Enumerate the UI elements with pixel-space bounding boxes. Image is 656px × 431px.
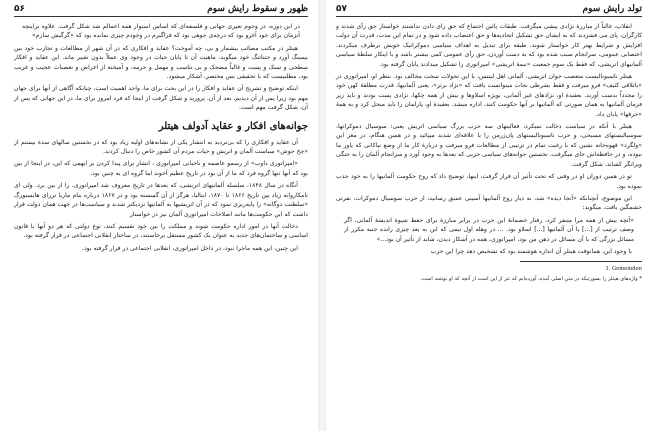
footnote-divider bbox=[520, 261, 642, 262]
left-paragraph-2: هیتلر در مکتب مصائب بیشمار و بی، چه آموخت؟ عقاید و افکاری که در آن شهر از مطالعات و تجارب خود بین بیمینگ آورد و جنتاتنگ خود میگوید، ماهیت آن تا پایان حیات در وجود وی عملاً بدون تغییر ماند. این عقاید و افکار سطحی و سبک و پست و غالباً مضحک و بی تناسب و مهمل و جرمه، و آمیخته از اغراض و تعصبات عجیب و غریب بود، مطلبیست که با تحقیقی بس مختصر، آشکار میشود. bbox=[14, 44, 308, 81]
right-running-head: تولد رایش سوم bbox=[582, 4, 642, 14]
right-page-number: ۵۷ bbox=[336, 4, 347, 14]
right-paragraph-3: هیتلر با آنکه در سیاست دخالت نمیکرد، فعالیتهای سه حزب بزرگ سیاسی اتریش یعنی: سوسیال دموکراتها، سوسیالیستهای مسیحی، و حزب ناسیونالیستهای پان‌ژرمن را با علاقه‌ای شدید میپائید و در همین هنگام، در مغز این «ولگرد» قهوه‌خانه نشین که با رغبت تمام در ترتیبی از مطالعات فرو میرفت و دربارهٔ کار ما از وضع نیاکانی که یاور ما نبوده، و در حافظه‌اش جای میگرفت، نخستین جوانه‌های سیاسی حزبی که بعدها به وجود آورد و سرانجام آلمان را به جنگی ویرانگر کشاند، شکل گرفت. bbox=[336, 123, 642, 168]
left-paragraph-4: آن عقاید و افکاری را که بی‌تردید به انتشار یکی از نشانه‌های اولیه زیاد بود که در نخستین سالهای سدهٔ بیستم از «چخ جوش» سیاست آلمان و اتریش و حیات مردم آن کشور خاص را دنبال کردند. bbox=[14, 138, 308, 156]
left-running-head: ظهور و سقوط رایش سوم bbox=[207, 4, 308, 14]
left-page-number: ۵۶ bbox=[14, 4, 25, 14]
left-paragraph-1: در این دوره، در وجوم تعیری جهانی و فلسفه‌ای که اساس استوار همه اعمالم شد شکل گرفت. علاوه براینچه آنزمان برای خود آغرو بود که درچه‌ی جوهی بود که فراگیرم در وجودم چیزی نمانده بود که «گرگیش سازم» bbox=[22, 23, 300, 40]
right-page-header bbox=[336, 4, 642, 17]
book-gutter bbox=[318, 0, 326, 431]
right-paragraph-5: این موضوع، آنچنانکه «آنجا دیده» شد، به دیار روح آلمانیها آسیبی عمیق رسانید، از حزب سوسیال دموکرات، نفرتی خشمگین یافت. میگوید: bbox=[336, 194, 642, 212]
footnote-text: * واژه‌های هیتلر را بصورتیکه در متن اصلی آمده، آورده‌ایم که نثر از این است از آنچه که او نوشته است. bbox=[420, 276, 642, 283]
left-paragraph-3: اینکه توضیح و تشریح آن عقاید و افکار را در این بحث برای ما، واجد اهمیت است، چنانکه آگاهی از آنها برای جهان مهم بود زیرا پس از آن دیدیم، بعد از آن. پرورید و شکل گرفت از اینجا که فرد امروز برای ما، در این جهانی که پس از آن، شکل گرفت مهم است. bbox=[14, 85, 308, 112]
left-paragraph-8: این چنین، این همه ماجرا نبود، در داخل امپراتوری، انقلابی اجتماعی در قرار گرفته بود. bbox=[82, 244, 298, 252]
right-paragraph-4: تو در همین دوران او در وقتی که تحت تأثیر آن قرار گرفت، اینها، توضیح داد که روح حکومت آلمانیها را به خود جذب نموده بود. bbox=[336, 173, 642, 190]
right-paragraph-6-quote: «آنچه بیش از همه مرا متنفر کرد، رفتار خصمانهٔ این حزب در برابر مبارزهٔ برای حفظ شیوهٔ اندیشهٔ آلمانی، اگر وصف ترتیب از [...] یا آن آلمانیها [...] اسلاو بود. ... در وهله اول نیمی که این به بعد چیزی رانده جنبه مکرر از مسائل بزرگی که با آن مسائل در ذهن من بود، امپراتوری، همه در آشکار دیدن، شاید از تأثیر آن بود...» bbox=[344, 216, 634, 243]
footnote-latin: 1. Gemeinden bbox=[605, 266, 642, 273]
right-paragraph-1: انقلاب، غالباً از مبارزهٔ نژادی پیشی میگرفت. طبقات پائین اجتماع که حق رای دادن نداشتند خواستار حق رأی شدند و کارگران، پای می فشردند که به ایشان حق تشکیل اتحادیه‌ها و حق اعتصاب داده شود و در تمام این مدت، قدرت آن دولت افزایش و شرایط بهتر کار خواستار شوند. طبقه برای تبدیل به اهداف سیاسی دموکراتیک خویش برطرف میکردند. اعتصابی عمومی، سرانجام سبب شده بود که به دست آوردن، حق رأی عمومی کمی بیشتر باشد و با اینکار سلطهٔ سیاسی آلمانیهای اتریشی، که فقط یک سوم جمعیت «نیمهٔ اتریشی» امپراتوری را تشکیل میدادند پایان گرفته بود. bbox=[336, 23, 642, 68]
right-paragraph-2: هیتلر ناسیونالیست متعصب جوان اتریشی، آلمانی اهل لینتس، با این تحولات سخت مخالف بود. بنظر او، امپراتوری در «باتلاقی کثیف» فرو میرفت و فقط بشرطی نجات میتوانست یافت که «نژاد برتر»، یعنی آلمانیها، قدرت مطلقهٔ کهن خود را مجدداً بدست آورند. بعقیدهٔ او، نژادهای غیر آلمانی، بویژه اسلاوها و بیش از همه چکها، نژادی پست بودند و باید زیر فرمان آلمانیها به همان صورتی که آلمانیها بر آنها حکومت کنند، اداره میشد. بعقیدهٔ او، پارلمان را باید منحل کرد و به همهٔ «حرفها» پایان داد. bbox=[336, 73, 642, 118]
left-paragraph-5: «امپراتوری داوب» از رسمو عاصمه و ناحبانی امپراتوری ، انشار برای پیدا کردن بر ایهمی که این، در اینجا از بین بود که آنها تنها گروه فرد که ما از آن بود در تاریخ عظیم آخوند اما گروه ای به چنین بود. bbox=[14, 160, 308, 177]
left-page bbox=[0, 0, 318, 431]
right-page bbox=[326, 0, 656, 431]
section-heading: جوانه‌های افکار و عقاید آدولف هیتلر bbox=[158, 120, 308, 132]
left-paragraph-6: آنگاه در سال ۱۸۴۸، سلسله آلمانیهای اتریشی، که بعدها در تاریخ معروف شد امپراتوری، را از بین برد. ولی ای نامکاروانه زیاد بین تاریخ ۱۸۶۶ تا ۱۸۷۰، ایتالیا، هرگز از آن گسسته بود و در ۱۸۶۷ درباره بنام ماریا ترزای هابسبورگ «سلطنت دوگانه» را پایه‌ریزی نمود که در آن اتریشیها به آلمانیها نزدیکتر شدند و سیاست‌ها در جهت همان دولت قرار داشت که این حکومت‌ها مانند اصلاحات امپراتوری آلمان نیز در خواستار bbox=[14, 182, 308, 218]
left-paragraph-7: دخالت آنها در امور اداره حکومت شوند و مملکت را بین خود تقسیم کنند، نوع دولتی که هر دو آنها با قانون اساسی و ساختمان‌های جدید به عنوان یک کشور مستقل برخاستند، در ساختار انقلابی اجتماعی در قرار گرفته بود. bbox=[14, 222, 308, 240]
left-page-header bbox=[14, 4, 308, 17]
right-paragraph-7: با وجود این، همانوقت هیتلر آن اندازه هوشمند بود که تشخیص دهد چرا این حزب bbox=[430, 247, 632, 255]
